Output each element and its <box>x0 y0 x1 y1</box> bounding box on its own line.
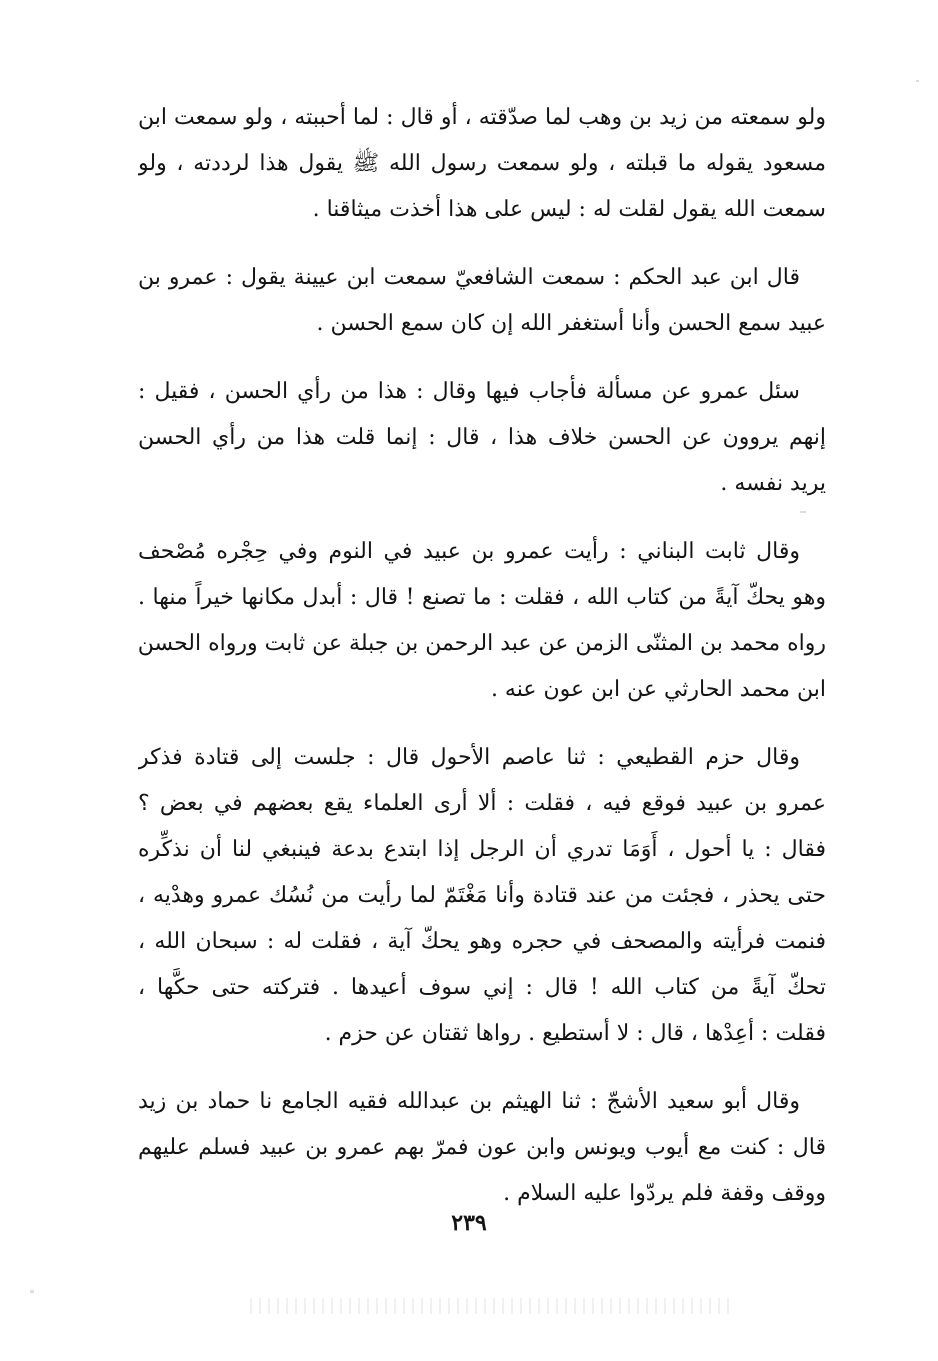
text-line: رواه محمد بن المثنّى الزمن عن عبد الرحمن بن جبلة عن ثابت ورواه الحسن <box>138 631 826 656</box>
text-line: وقال أبو سعيد الأشجّ : ثنا الهيثم بن عبدالله فقيه الجامع نا حماد بن زيد <box>138 1089 800 1114</box>
text-line: فنمت فرأيته والمصحف في حجره وهو يحكّ آية ، فقلت له : سبحان الله ، <box>138 929 826 954</box>
paragraph-3 <box>138 369 826 507</box>
body-text <box>138 95 826 1239</box>
paragraph-5 <box>138 735 826 1057</box>
text-line: إنهم يروون عن الحسن خلاف هذا ، قال : إنما قلت هذا من رأي الحسن <box>138 425 826 450</box>
text-line: قال ابن عبد الحكم : سمعت الشافعيّ سمعت ابن عيينة يقول : عمرو بن <box>138 265 800 290</box>
text-line: ابن محمد الحارثي عن ابن عون عنه . <box>490 677 826 702</box>
scan-speck <box>800 511 806 513</box>
scan-speck <box>30 1290 34 1293</box>
paragraph-1 <box>138 95 826 233</box>
paragraph-4 <box>138 529 826 713</box>
text-line: مسعود يقوله ما قبلته ، ولو سمعت رسول الله ﷺ يقول هذا لرددته ، ولو <box>138 151 826 176</box>
text-line: حتى يحذر ، فجئت من عند قتادة وأنا مَغْتَمّ لما رأيت من نُسُك عمرو وهدْيه ، <box>138 883 826 908</box>
text-line: فقلت : أعِدْها ، قال : لا أستطيع . رواها ثقتان عن حزم . <box>324 1021 826 1046</box>
text-line: يريد نفسه . <box>720 471 826 496</box>
paragraph-2 <box>138 255 826 347</box>
paragraph-6 <box>138 1079 826 1217</box>
text-line: قال : كنت مع أيوب ويونس وابن عون فمرّ بهم عمرو بن عبيد فسلم عليهم <box>138 1135 826 1160</box>
scan-speck <box>916 80 919 82</box>
text-line: ووقف وقفة فلم يردّوا عليه السلام . <box>503 1181 826 1206</box>
text-line: وقال ثابت البناني : رأيت عمرو بن عبيد في النوم وفي حِجْره مُصْحف <box>138 539 800 564</box>
text-line: تحكّ آيةً من كتاب الله ! قال : إني سوف أعيدها . فتركته حتى حكَّها ، <box>138 975 826 1000</box>
page-number: ٢٣٩ <box>451 1210 487 1236</box>
text-line: ولو سمعته من زيد بن وهب لما صدّقته ، أو قال : لما أحببته ، ولو سمعت ابن <box>138 105 826 130</box>
text-line: سمعت الله يقول لقلت له : ليس على هذا أخذت ميثاقنا . <box>312 197 826 222</box>
text-line: فقال : يا أحول ، أَوَمَا تدري أن الرجل إذا ابتدع بدعة فينبغي لنا أن نذكِّره <box>138 837 826 862</box>
text-line: عمرو بن عبيد فوقع فيه ، فقلت : ألا أرى العلماء يقع بعضهم في بعض ؟ <box>138 791 826 816</box>
text-line: عبيد سمع الحسن وأنا أستغفر الله إن كان سمع الحسن . <box>316 311 826 336</box>
text-line: سئل عمرو عن مسألة فأجاب فيها وقال : هذا من رأي الحسن ، فقيل : <box>138 379 800 404</box>
scan-artifact <box>250 1298 730 1314</box>
text-line: وقال حزم القطيعي : ثنا عاصم الأحول قال : جلست إلى قتادة فذكر <box>138 745 800 770</box>
text-line: وهو يحكّ آيةً من كتاب الله ، فقلت : ما تصنع ! قال : أبدل مكانها خيراً منها . <box>138 585 826 610</box>
